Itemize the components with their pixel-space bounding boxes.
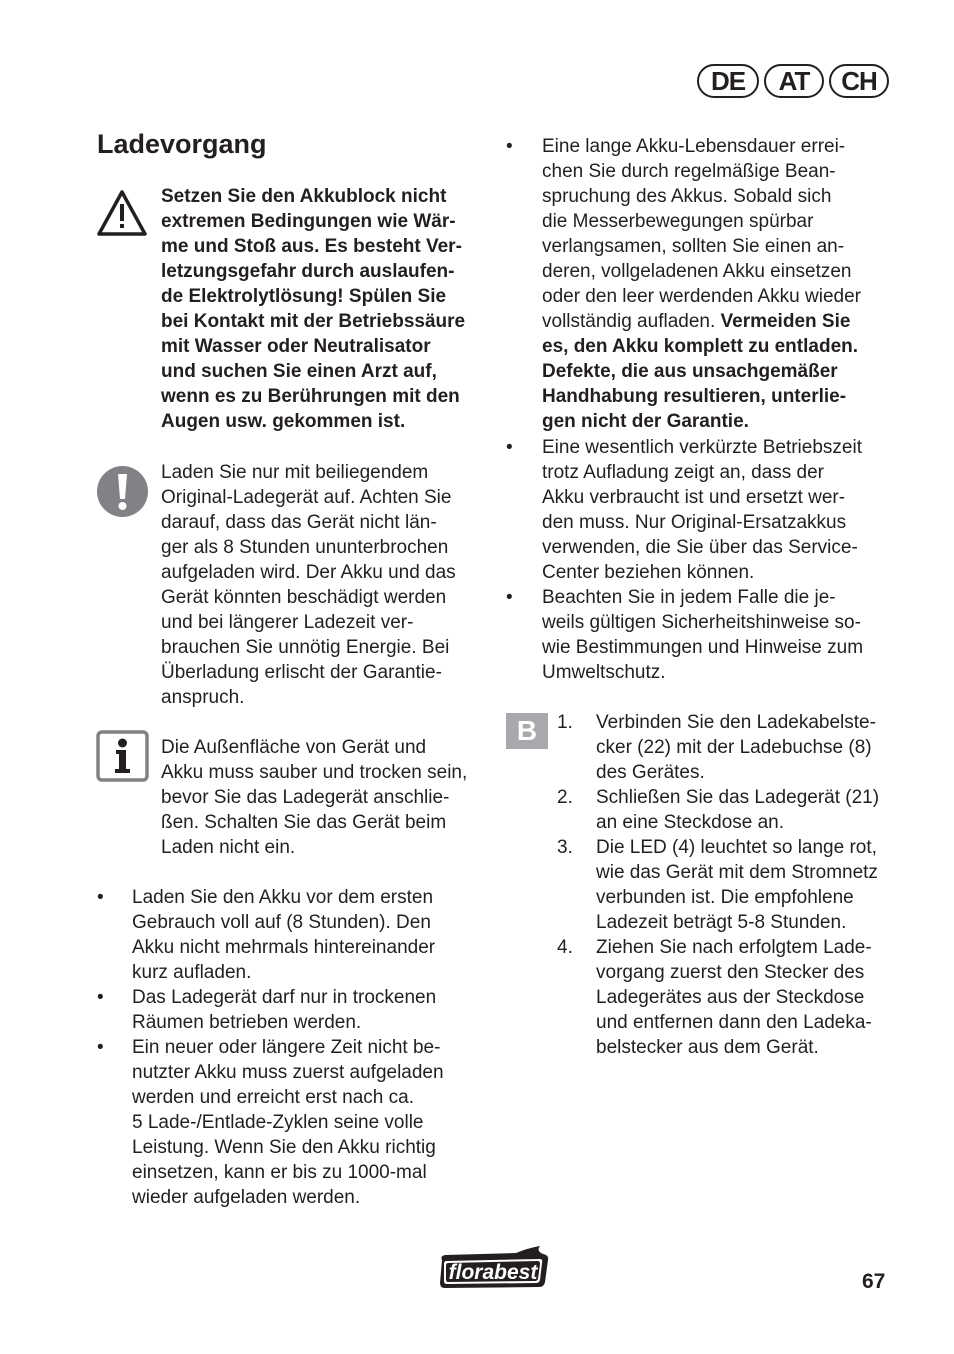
bullet-dot: • — [506, 136, 513, 157]
bullet-line: Beachten Sie in jedem Falle die je- — [542, 587, 836, 608]
bullet-dot: • — [97, 1037, 104, 1058]
bullet-line: es, den Akku komplett zu entladen. — [542, 336, 859, 357]
step-line: wie das Gerät mit dem Stromnetz — [596, 862, 878, 883]
bullet-line: Center beziehen können. — [542, 562, 755, 583]
bullet-line: deren, vollgeladenen Akku einsetzen — [542, 261, 852, 282]
warning-line: me und Stoß aus. Es besteht Ver- — [161, 236, 462, 257]
step-line: Die LED (4) leuchtet so lange rot, — [596, 837, 877, 858]
warning-line: extremen Bedingungen wie Wär- — [161, 211, 456, 232]
step-number: 3. — [557, 837, 573, 858]
bullet-line: Räumen betrieben werden. — [132, 1012, 362, 1033]
bullet-line: Umweltschutz. — [542, 662, 666, 683]
bullet-dot: • — [506, 587, 513, 608]
lang-badge-ch: CH — [829, 64, 889, 98]
step-number: 1. — [557, 712, 573, 733]
bullet-line: chen Sie durch regelmäßige Bean- — [542, 161, 836, 182]
caution-line: ger als 8 Stunden ununterbrochen — [161, 537, 449, 558]
warning-line: Augen usw. gekommen ist. — [161, 411, 406, 432]
step-number: 2. — [557, 787, 573, 808]
bullet-line: Handhabung resultieren, unterlie- — [542, 386, 847, 407]
info-line: ßen. Schalten Sie das Gerät beim — [161, 812, 447, 833]
caution-line: anspruch. — [161, 687, 245, 708]
caution-line: aufgeladen wird. Der Akku und das — [161, 562, 456, 583]
bullet-line: Laden Sie den Akku vor dem ersten — [132, 887, 434, 908]
caution-line: und bei längerer Ladezeit ver- — [161, 612, 414, 633]
step-line: Ziehen Sie nach erfolgtem Lade- — [596, 937, 872, 958]
bullet-line: verlangsamen, sollten Sie einen an- — [542, 236, 845, 257]
step-line: Schließen Sie das Ladegerät (21) — [596, 787, 880, 808]
caution-text — [161, 460, 456, 710]
step-line: cker (22) mit der Ladebuchse (8) — [596, 737, 872, 758]
caution-line: Laden Sie nur mit beiliegendem — [161, 462, 429, 483]
bullet-line: verwenden, die Sie über das Service- — [542, 537, 858, 558]
bullet-dot: • — [97, 987, 104, 1008]
bullet-line: die Messerbewegungen spürbar — [542, 211, 814, 232]
bullet-line: Akku nicht mehrmals hintereinander — [132, 937, 436, 958]
lang-badge-de: DE — [697, 64, 759, 98]
caution-line: Gerät könnten beschädigt werden — [161, 587, 447, 608]
info-text — [161, 735, 467, 860]
bullet-line: oder den leer werdenden Akku wieder — [542, 286, 861, 307]
info-line: bevor Sie das Ladegerät anschlie- — [161, 787, 450, 808]
step-line: Ladegerätes aus der Steckdose — [596, 987, 865, 1008]
bullet-line: Gebrauch voll auf (8 Stunden). Den — [132, 912, 431, 933]
bullet-line: Leistung. Wenn Sie den Akku richtig — [132, 1137, 436, 1158]
bullet-line: Eine lange Akku-Lebensdauer errei- — [542, 136, 846, 157]
bullet-line: einsetzen, kann er bis zu 1000-mal — [132, 1162, 427, 1183]
bullet-line: werden und erreicht erst nach ca. — [132, 1087, 414, 1108]
bullet-line: den muss. Nur Original-Ersatzakkus — [542, 512, 847, 533]
warning-line: und suchen Sie einen Arzt auf, — [161, 361, 437, 382]
bullet-line: wie Bestimmungen und Hinweise zum — [542, 637, 864, 658]
bullet-line: wieder aufgeladen werden. — [132, 1187, 361, 1208]
bullet-line: gen nicht der Garantie. — [542, 411, 749, 432]
bullet-line: spruchung des Akkus. Sobald sich — [542, 186, 832, 207]
bullet-line: Das Ladegerät darf nur in trockenen — [132, 987, 437, 1008]
warning-line: letzungsgefahr durch auslaufen- — [161, 261, 455, 282]
bullet-line: nutzter Akku muss zuerst aufgeladen — [132, 1062, 444, 1083]
warning-text — [161, 184, 465, 434]
info-line: Akku muss sauber und trocken sein, — [161, 762, 468, 783]
caution-line: Original-Ladegerät auf. Achten Sie — [161, 487, 452, 508]
step-line: Ladezeit beträgt 5-8 Stunden. — [596, 912, 847, 933]
caution-line: darauf, dass das Gerät nicht län- — [161, 512, 437, 533]
bullet-line: kurz aufladen. — [132, 962, 252, 983]
bullet-line: Akku verbraucht ist und ersetzt wer- — [542, 487, 846, 508]
warning-line: mit Wasser oder Neutralisator — [161, 336, 431, 357]
step-line: Verbinden Sie den Ladekabelste- — [596, 712, 876, 733]
info-box-icon — [96, 730, 149, 782]
bullet-dot: • — [506, 437, 513, 458]
bullet-line: Defekte, die aus unsachgemäßer — [542, 361, 838, 382]
logo-text: florabest — [448, 1261, 538, 1284]
bullet-line — [542, 309, 861, 334]
page-number: 67 — [862, 1270, 886, 1293]
lang-badge-at: AT — [764, 64, 824, 98]
florabest-logo — [436, 1244, 552, 1290]
info-line: Die Außenfläche von Gerät und — [161, 737, 427, 758]
bullet-line: Eine wesentlich verkürzte Betriebszeit — [542, 437, 862, 458]
warning-line: bei Kontakt mit der Betriebssäure — [161, 311, 466, 332]
bullet-line-normal: vollständig aufladen. — [542, 311, 721, 332]
bullet-line: weils gültigen Sicherheitshinweise so- — [542, 612, 861, 633]
warning-line: de Elektrolytlösung! Spülen Sie — [161, 286, 447, 307]
caution-line: Überladung erlischt der Garantie- — [161, 662, 442, 683]
step-line: an eine Steckdose an. — [596, 812, 785, 833]
step-line: vorgang zuerst den Stecker des — [596, 962, 865, 983]
section-title: Ladevorgang — [97, 129, 267, 159]
caution-line: brauchen Sie unnötig Energie. Bei — [161, 637, 450, 658]
bullet-line: Ein neuer oder längere Zeit nicht be- — [132, 1037, 441, 1058]
warning-triangle-icon — [96, 189, 148, 237]
bullet-line: trotz Aufladung zeigt an, dass der — [542, 462, 825, 483]
step-line: und entfernen dann den Ladeka- — [596, 1012, 872, 1033]
bullet-dot: • — [97, 887, 104, 908]
info-line: Laden nicht ein. — [161, 837, 296, 858]
figure-reference-badge: B — [506, 713, 548, 749]
bullet-line: 5 Lade-/Entlade-Zyklen seine volle — [132, 1112, 424, 1133]
bullet-line-bold: Vermeiden Sie — [720, 311, 851, 332]
warning-line: Setzen Sie den Akkublock nicht — [161, 186, 447, 207]
step-line: belstecker aus dem Gerät. — [596, 1037, 819, 1058]
step-line: des Gerätes. — [596, 762, 705, 783]
step-number: 4. — [557, 937, 573, 958]
exclamation-circle-icon — [96, 465, 149, 518]
step-line: verbunden ist. Die empfohlene — [596, 887, 854, 908]
warning-line: wenn es zu Berührungen mit den — [161, 386, 460, 407]
